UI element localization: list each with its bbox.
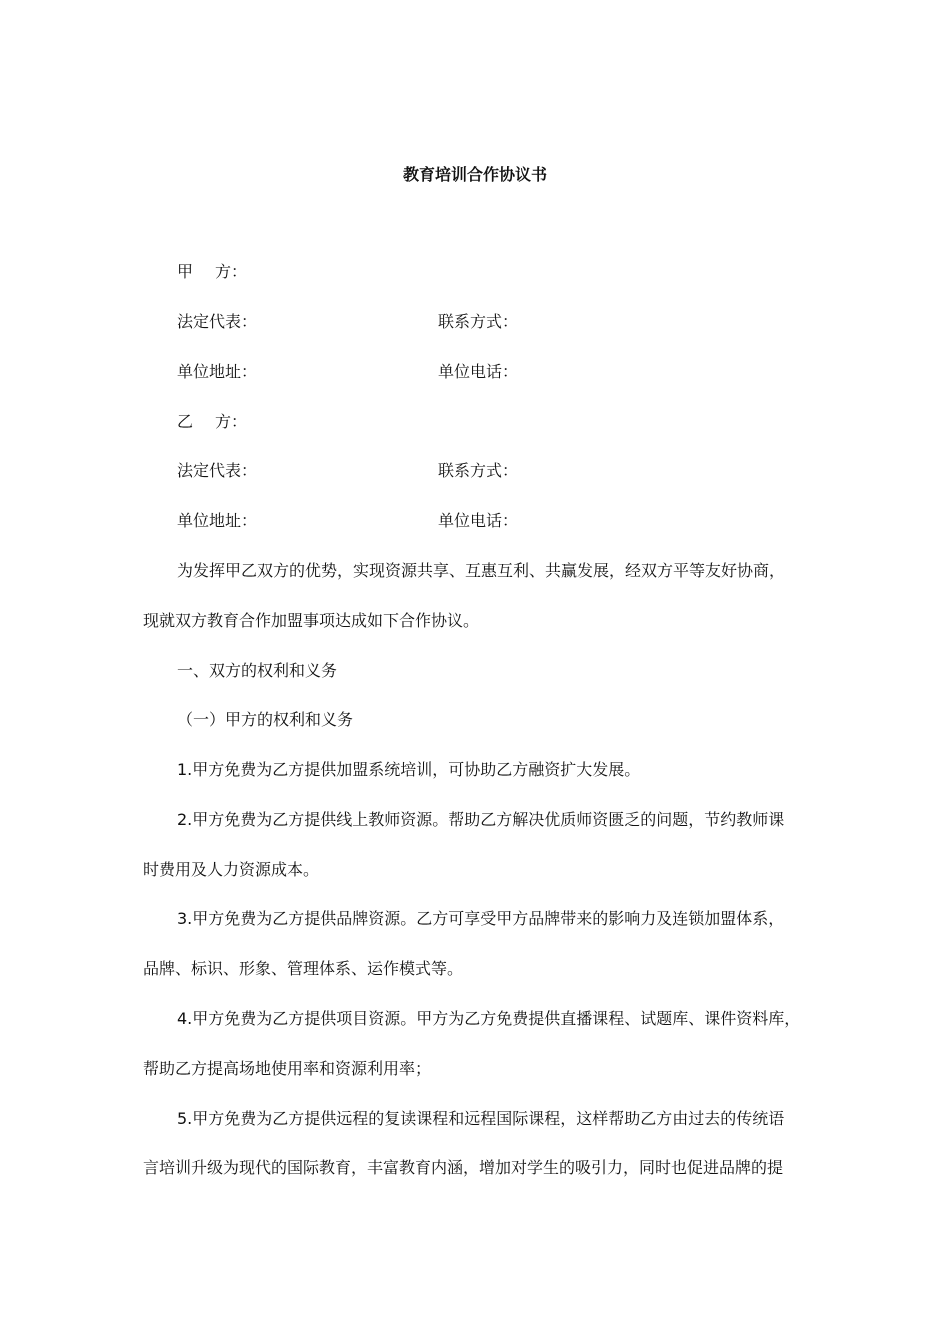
party-b-label-char1: 乙 bbox=[177, 412, 194, 431]
clause-2-line-1: 2.甲方免费为乙方提供线上教师资源。帮助乙方解决优质师资匮乏的问题，节约教师课 bbox=[177, 810, 785, 829]
party-a-legal-rep: 法定代表： bbox=[177, 312, 258, 331]
party-b-contact: 联系方式： bbox=[438, 461, 519, 480]
clause-3-line-2: 品牌、标识、形象、管理体系、运作模式等。 bbox=[143, 959, 464, 978]
clause-4-line-2: 帮助乙方提高场地使用率和资源利用率； bbox=[143, 1059, 432, 1078]
party-b-address: 单位地址： bbox=[177, 511, 258, 530]
section-heading: 一、双方的权利和义务 bbox=[177, 661, 338, 680]
preamble-line-2: 现就双方教育合作加盟事项达成如下合作协议。 bbox=[143, 611, 480, 630]
clause-1-line-1: 1.甲方免费为乙方提供加盟系统培训，可协助乙方融资扩大发展。 bbox=[177, 760, 641, 779]
clause-2-line-2: 时费用及人力资源成本。 bbox=[143, 860, 320, 879]
party-a-label-char2: 方： bbox=[215, 262, 248, 281]
party-a-label-char1: 甲 bbox=[177, 262, 194, 281]
party-a-phone: 单位电话： bbox=[438, 362, 519, 381]
party-a-label bbox=[177, 262, 247, 282]
party-a-address: 单位地址： bbox=[177, 362, 258, 381]
preamble-line-1: 为发挥甲乙双方的优势，实现资源共享、互惠互利、共赢发展，经双方平等友好协商， bbox=[177, 561, 786, 580]
party-b-legal-rep: 法定代表： bbox=[177, 461, 258, 480]
clause-4-line-1: 4.甲方免费为乙方提供项目资源。甲方为乙方免费提供直播课程、试题库、课件资料库， bbox=[177, 1009, 801, 1028]
document-title: 教育培训合作协议书 bbox=[402, 165, 547, 184]
subsection-heading: （一）甲方的权利和义务 bbox=[177, 710, 354, 729]
party-b-label bbox=[177, 412, 247, 432]
party-b-phone: 单位电话： bbox=[438, 511, 519, 530]
clause-3-line-1: 3.甲方免费为乙方提供品牌资源。乙方可享受甲方品牌带来的影响力及连锁加盟体系， bbox=[177, 909, 785, 928]
clause-5-line-2: 言培训升级为现代的国际教育，丰富教育内涵，增加对学生的吸引力，同时也促进品牌的提 bbox=[143, 1158, 784, 1177]
party-b-label-char2: 方： bbox=[215, 412, 248, 431]
party-a-contact: 联系方式： bbox=[438, 312, 519, 331]
clause-5-line-1: 5.甲方免费为乙方提供远程的复读课程和远程国际课程，这样帮助乙方由过去的传统语 bbox=[177, 1109, 785, 1128]
